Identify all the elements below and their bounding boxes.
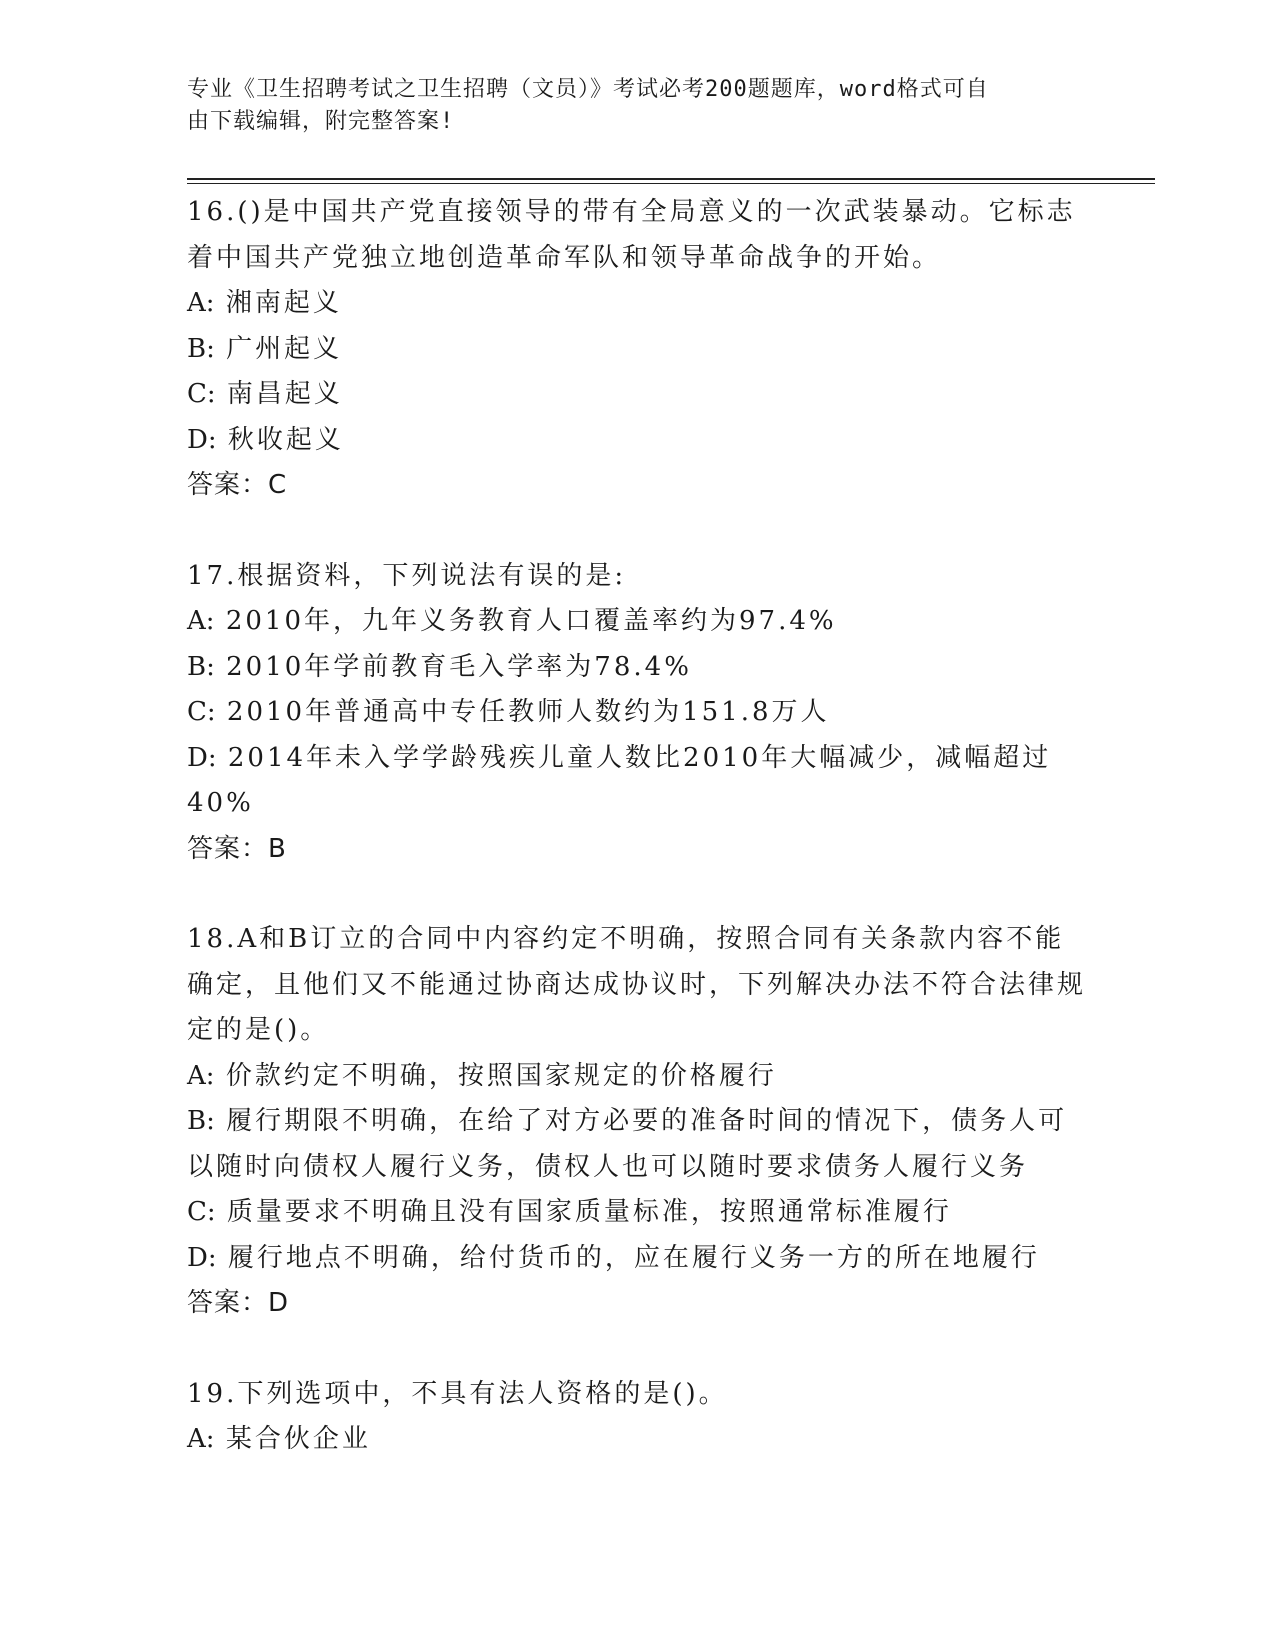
header-line-2: 由下载编辑，附完整答案! <box>187 109 455 134</box>
option-text: 2010年，九年义务教育人口覆盖率约为97.4% <box>225 606 837 636</box>
option-letter: B: <box>187 1106 215 1136</box>
header-divider-thick <box>187 178 1155 180</box>
option-c <box>187 372 1087 418</box>
option-b <box>187 645 1087 691</box>
option-text: 价款约定不明确，按照国家规定的价格履行 <box>225 1060 777 1091</box>
option-text: 湘南起义 <box>225 288 342 318</box>
option-letter: C: <box>187 379 216 409</box>
option-letter: C: <box>187 697 216 727</box>
option-letter: A: <box>187 1424 215 1454</box>
option-text: 广州起义 <box>226 333 343 364</box>
option-letter: A: <box>187 288 215 318</box>
question-list <box>187 190 1087 1508</box>
option-d <box>187 1236 1087 1282</box>
option-text: 秋收起义 <box>227 424 344 455</box>
option-text: 2010年普通高中专任教师人数约为151.8万人 <box>226 697 830 727</box>
option-letter: D: <box>187 1242 217 1273</box>
document-header <box>187 74 1067 138</box>
answer-label: 答案：D <box>187 1288 290 1318</box>
option-letter: D: <box>187 742 217 773</box>
option-d <box>187 418 1087 464</box>
option-a <box>187 1417 1087 1463</box>
option-letter: A: <box>187 606 215 636</box>
option-d <box>187 736 1087 827</box>
option-b <box>187 1099 1087 1190</box>
question-18 <box>187 917 1087 1327</box>
answer-label: 答案：B <box>187 833 287 864</box>
option-c <box>187 1190 1087 1236</box>
option-text: 履行期限不明确，在给了对方必要的准备时间的情况下，债务人可以随时向债权人履行义务，债权人也可以随时要求债务人履行义务 <box>187 1106 1068 1182</box>
option-c <box>187 690 1087 736</box>
header-divider-thin <box>187 183 1155 184</box>
option-text: 南昌起义 <box>226 379 343 409</box>
option-b <box>187 327 1087 373</box>
answer-label: 答案：C <box>187 470 288 500</box>
option-letter: A: <box>187 1060 215 1091</box>
header-line-1: 专业《卫生招聘考试之卫生招聘（文员）》考试必考200题题库，word格式可自 <box>187 77 989 102</box>
question-stem: 16.()是中国共产党直接领导的带有全局意义的一次武装暴动。它标志着中国共产党独立地创造革命军队和领导革命战争的开始。 <box>187 197 1076 273</box>
question-17 <box>187 554 1087 873</box>
option-letter: B: <box>187 651 215 682</box>
question-16 <box>187 190 1087 509</box>
question-stem: 19.下列选项中，不具有法人资格的是()。 <box>187 1378 728 1409</box>
option-a <box>187 1054 1087 1100</box>
option-letter: D: <box>187 424 217 455</box>
option-text: 履行地点不明确，给付货币的，应在履行义务一方的所在地履行 <box>227 1242 1040 1273</box>
question-stem: 18.A和B订立的合同中内容约定不明确，按照合同有关条款内容不能确定，且他们又不能通过协商达成协议时，下列解决办法不符合法律规定的是()。 <box>187 924 1087 1045</box>
question-stem: 17.根据资料，下列说法有误的是: <box>187 560 627 591</box>
option-letter: B: <box>187 333 215 364</box>
option-text: 某合伙企业 <box>225 1424 371 1454</box>
option-a <box>187 599 1087 645</box>
option-text: 2010年学前教育毛入学率为78.4% <box>226 651 692 682</box>
option-letter: C: <box>187 1197 216 1227</box>
option-a <box>187 281 1087 327</box>
option-text: 质量要求不明确且没有国家质量标准，按照通常标准履行 <box>226 1197 952 1227</box>
option-text: 2014年未入学学龄残疾儿童人数比2010年大幅减少，减幅超过40% <box>187 742 1052 818</box>
question-19 <box>187 1372 1087 1463</box>
